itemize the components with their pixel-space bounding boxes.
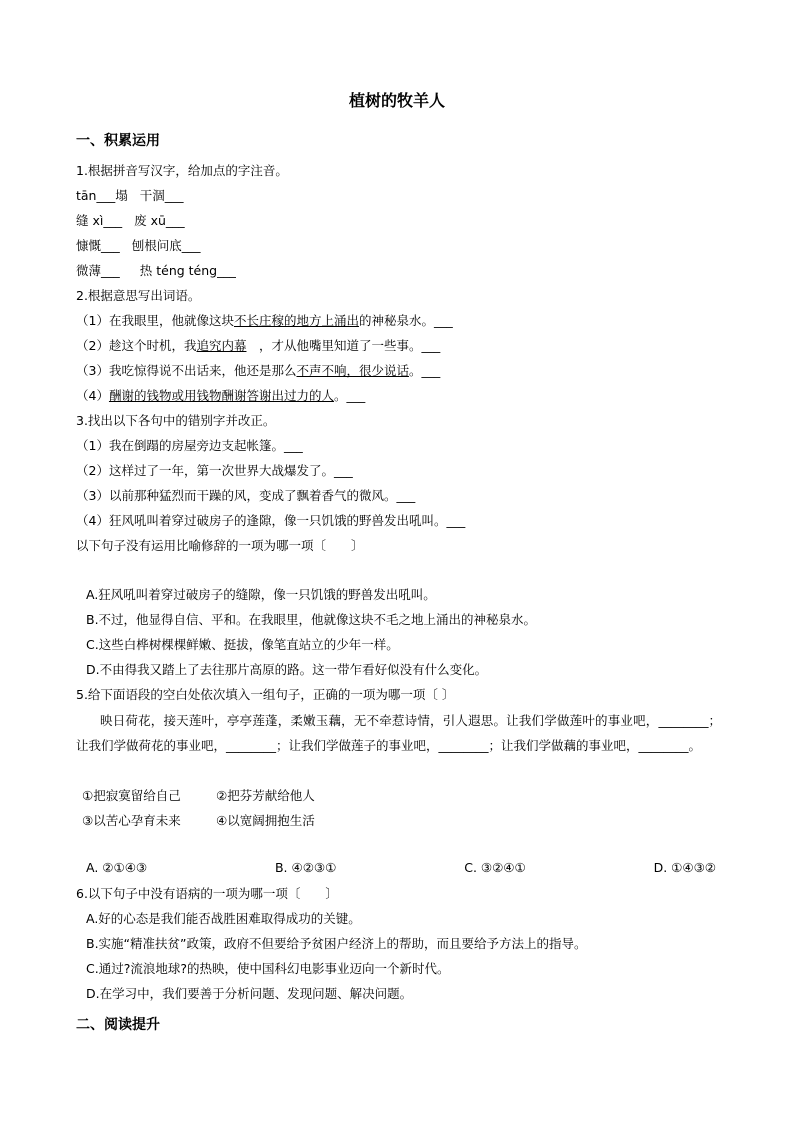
q5-choice: ①把寂寞留给自己 [82,788,181,803]
q1-cell: 废 xū___ [134,213,185,228]
q5-passage: 映日荷花，接天莲叶，亭亭莲蓬，柔嫩玉藕，无不牵惹诗情，引人遐思。让我们学做莲叶的事业吧，________；让我们学做荷花的事业吧，________；让我们学做莲子的事业吧，________；让我们学做藕的事业吧，________。 [76,713,721,753]
q2-item [76,387,365,405]
q3-item: （2）这样过了一年，第一次世界大战爆发了。___ [76,463,353,478]
q5-options-row [86,860,716,875]
q1-cell: tān___塌 [76,188,128,203]
q2-item-underlined: 酬谢的钱物或用钱物酬谢答谢出过力的人 [108,388,334,403]
q4-stem: 以下句子没有运用比喻修辞的一项为哪一项〔 〕 [76,538,364,553]
q2-item-underlined: 不声不响，很少说话 [296,363,409,378]
q1-cell: 干涸___ [139,188,184,203]
q2-item [76,337,440,355]
q4-option: B.不过，他显得自信、平和。在我眼里，他就像这块不毛之地上涌出的神秘泉水。 [86,612,537,627]
q3-item: （3）以前那种猛烈而干躁的风，变成了飘着香气的微风。___ [76,488,416,503]
q3-item: （4）狂风吼叫着穿过破房子的逢隙，像一只饥饿的野兽发出吼叫。___ [76,513,466,528]
q2-item-post: 的神秘泉水。___ [358,313,453,328]
q5-choice: ④以宽阔拥抱生活 [216,813,315,828]
q2-item-post: ，才从他嘴里知道了一些事。___ [246,338,441,353]
q1-cell: 缝 xì___ [76,213,123,228]
q1-cell: 微薄___ [76,263,120,278]
q5-choice: ②把芬芳献给他人 [216,788,315,803]
q5-option: C. ③②④① [464,860,526,875]
q2-item-post: 。___ [408,363,441,378]
q2-item-underlined: 追究内幕 [196,338,247,353]
page-title: 植树的牧羊人 [348,91,445,110]
q5-option: B. ④②③① [274,860,337,875]
q6-option: C.通过?流浪地球?的热映，使中国科幻电影事业迈向一个新时代。 [86,961,450,976]
section-heading-1: 一、积累运用 [76,133,160,149]
q2-item [76,362,440,380]
q4-option: C.这些白桦树棵棵鲜嫩、挺拔，像笔直站立的少年一样。 [86,637,399,652]
q6-option: D.在学习中，我们要善于分析问题、发现问题、解决问题。 [86,986,413,1001]
q1-row [76,262,236,280]
q2-item [76,312,453,330]
q5-stem: 5.给下面语段的空白处依次填入一组句子，正确的一项为哪一项〔 〕 [76,687,455,702]
q5-choice: ③以苦心孕育未来 [82,813,181,828]
q3-stem: 3.找出以下各句中的错别字并改正。 [76,413,276,428]
q1-cell: 热 téng téng___ [139,263,236,278]
q4-option: A.狂风吼叫着穿过破房子的缝隙，像一只饥饿的野兽发出吼叫。 [86,587,436,602]
q1-cell: 刨根问底___ [131,238,201,253]
q3-item: （1）我在倒蹋的房屋旁边支起帐篷。___ [76,438,303,453]
q2-item-post: 。___ [333,388,366,403]
section-heading-2: 二、阅读提升 [76,1017,160,1033]
q1-row [76,237,201,255]
q4-option: D.不由得我又踏上了去往那片高原的路。这一带乍看好似没有什么变化。 [86,662,488,677]
q1-row [76,187,184,205]
q1-stem: 1.根据拼音写汉字，给加点的字注音。 [76,163,288,178]
q2-item-pre: （2）趁这个时机，我 [76,338,197,353]
q2-item-pre: （1）在我眼里，他就像这块 [76,313,234,328]
q2-item-pre: （3）我吃惊得说不出话来，他还是那么 [76,363,297,378]
q1-cell: 慷慨___ [76,238,120,253]
q5-option: D. ①④③② [653,860,716,875]
q6-option: B.实施“精准扶贫”政策，政府不但要给予贫困户经济上的帮助，而且要给予方法上的指导。 [86,936,587,951]
q1-row [76,212,185,230]
q2-item-underlined: 不长庄稼的地方上涌出 [233,313,359,328]
q2-stem: 2.根据意思写出词语。 [76,288,201,303]
q6-option: A.好的心态是我们能否战胜困难取得成功的关键。 [86,911,361,926]
q6-stem: 6.以下句子中没有语病的一项为哪一项〔 〕 [76,886,338,901]
q5-option: A. ②①④③ [86,860,148,875]
q2-item-pre: （4） [76,388,109,403]
